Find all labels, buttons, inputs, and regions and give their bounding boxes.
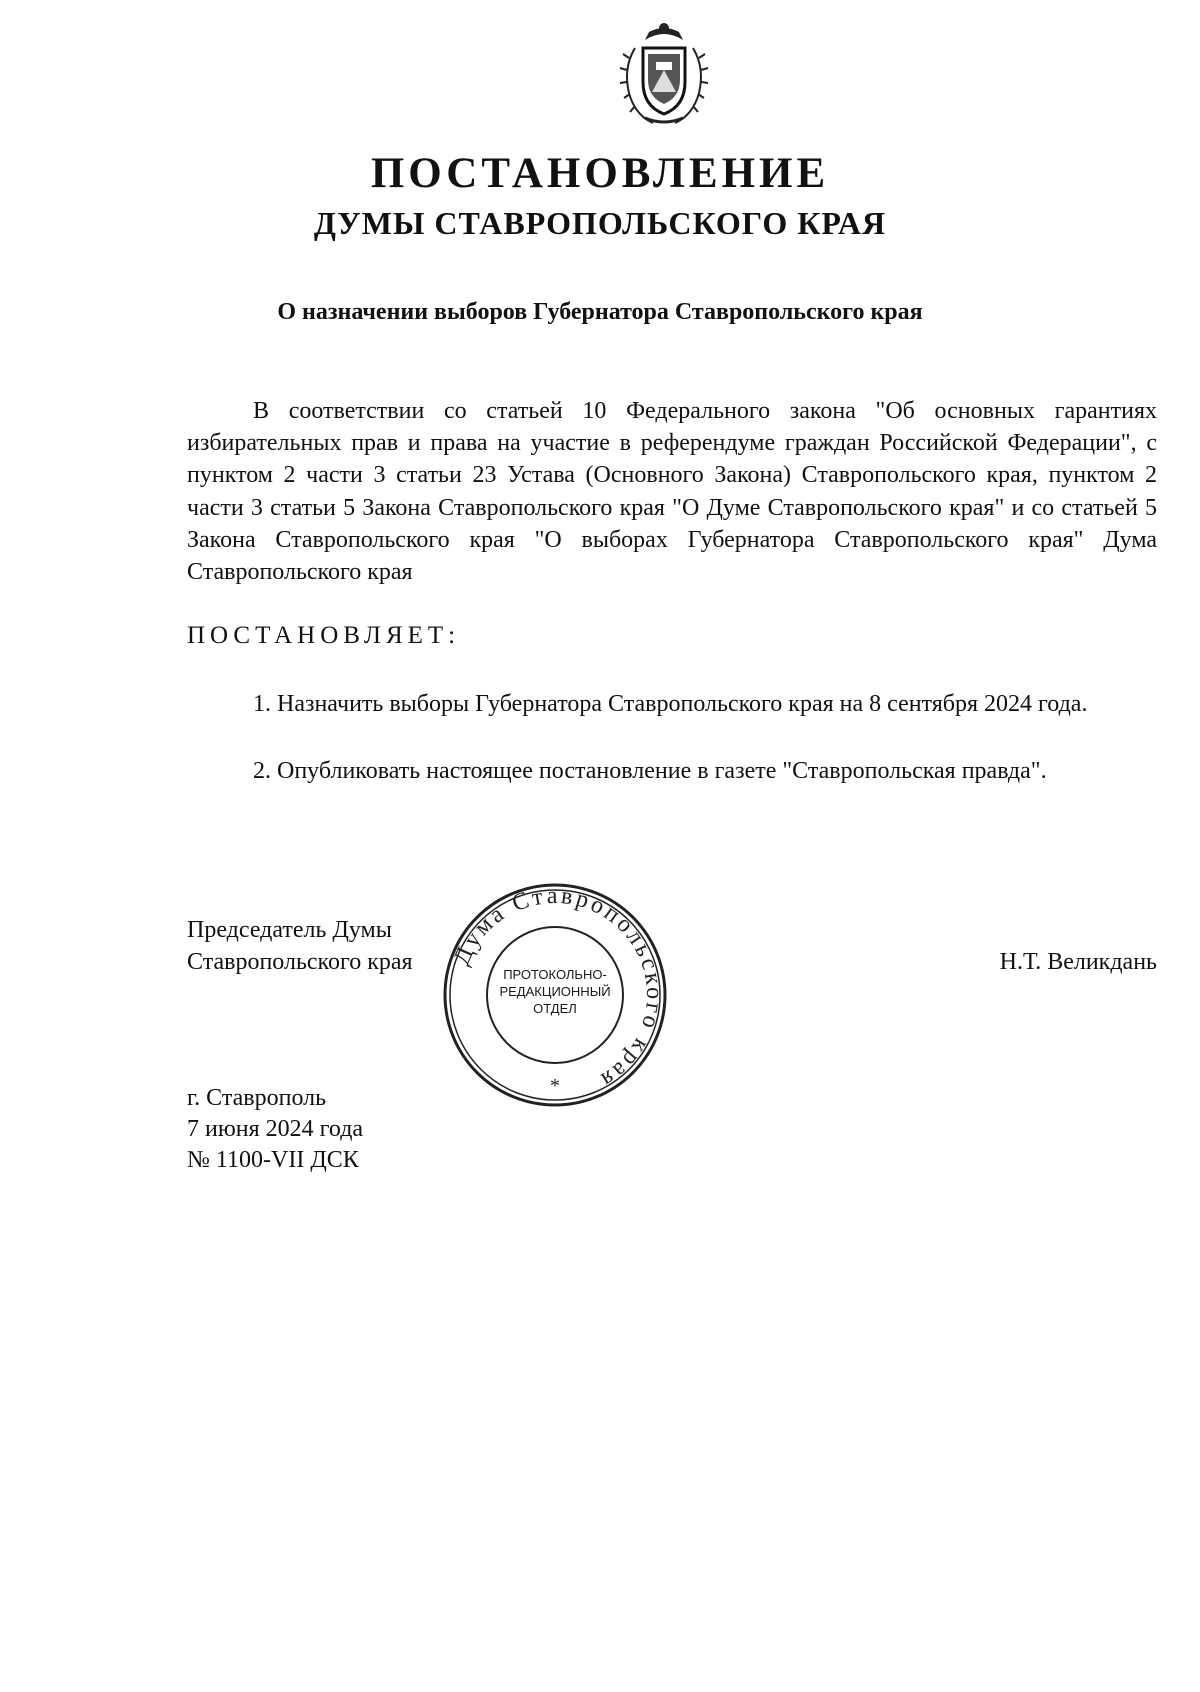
decree-item-2: 2. Опубликовать настоящее постановление в газете "Ставропольская правда". [253, 758, 1047, 784]
seal-center-text [490, 966, 620, 1017]
seal-star: * [550, 1075, 560, 1097]
preamble-paragraph: В соответствии со статьей 10 Федерального закона "Об основных гарантиях избирательных прав и права на участие в референдуме граждан Российской Федерации", с пунктом 2 части 3 статьи 23 Устава (Основного Закона) Ставропольского края, пунктом 2 части 3 статьи 5 Закона Ставропольского края "О Думе Ставропольского края" и со статьей 5 Закона Ставропольского края "О выборах Губернатора Ставропольского края" Дума Ставропольского края [187, 398, 1157, 586]
footer-number: № 1100-VII ДСК [187, 1147, 359, 1173]
stavropol-coat-of-arms-icon [615, 18, 713, 130]
document-title: ПОСТАНОВЛЕНИЕ [370, 150, 830, 197]
signatory-name: Н.Т. Великдань [999, 949, 1157, 975]
decree-item-1: 1. Назначить выборы Губернатора Ставропольского края на 8 сентября 2024 года. [253, 691, 1088, 717]
seal-center-line1: ПРОТОКОЛЬНО- [503, 967, 607, 982]
seal-outer-text: Дума Ставропольского края [448, 882, 668, 1095]
signatory-position-line2: Ставропольского края [187, 949, 413, 975]
document-footer [187, 1083, 363, 1176]
seal-center-line2: РЕДАКЦИОННЫЙ [499, 984, 611, 999]
document-issuer: ДУМЫ СТАВРОПОЛЬСКОГО КРАЯ [313, 205, 887, 241]
footer-city: г. Ставрополь [187, 1085, 327, 1111]
footer-date: 7 июня 2024 года [187, 1116, 364, 1142]
signatory-position [187, 914, 413, 978]
seal-center-line3: ОТДЕЛ [533, 1001, 577, 1016]
decree-word: ПОСТАНОВЛЯЕТ: [187, 622, 461, 649]
document-subject: О назначении выборов Губернатора Ставропольского края [277, 299, 923, 325]
signatory-position-line1: Председатель Думы [187, 917, 392, 943]
